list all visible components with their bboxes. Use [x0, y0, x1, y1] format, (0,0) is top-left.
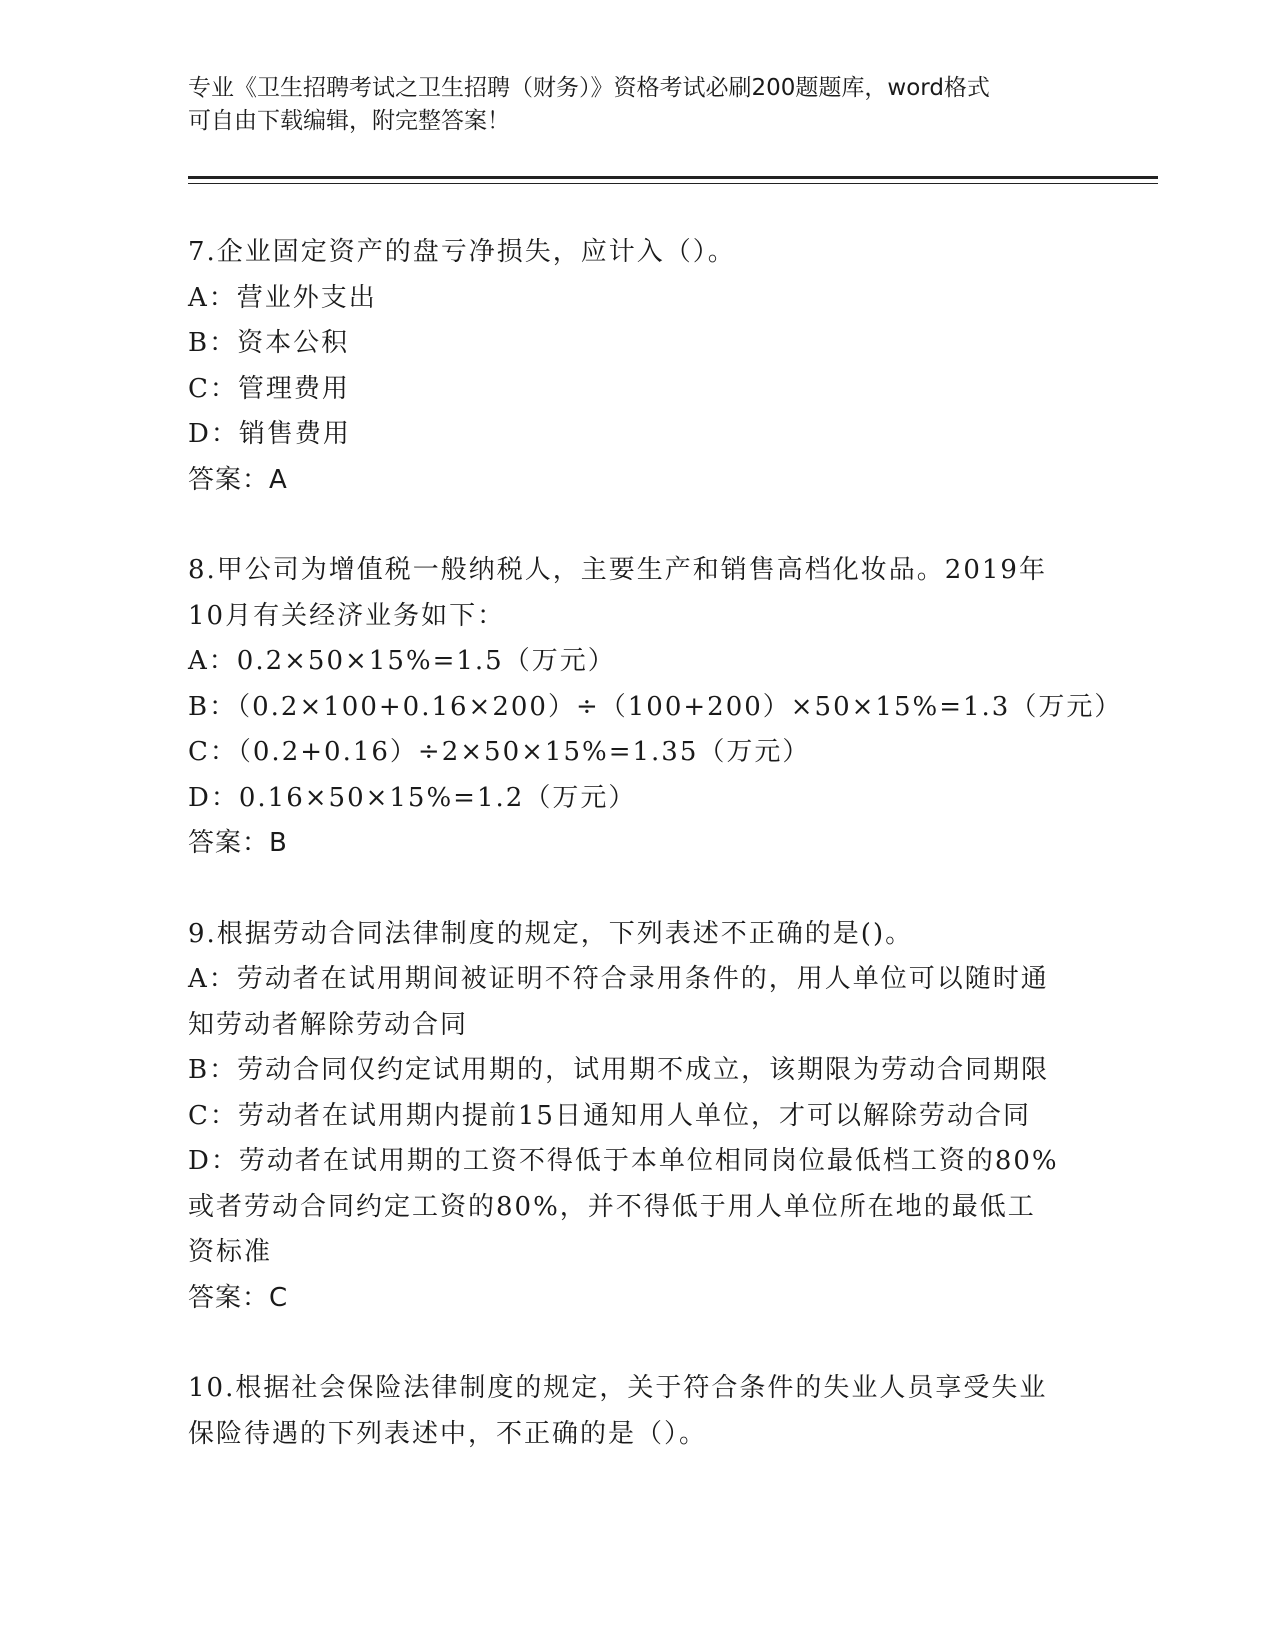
question-stem: 10.根据社会保险法律制度的规定，关于符合条件的失业人员享受失业 — [188, 1373, 1048, 1403]
question-stem: 9.根据劳动合同法律制度的规定，下列表述不正确的是()。 — [188, 918, 914, 949]
question-7 — [188, 230, 1088, 503]
option-d-continued: 资标准 — [188, 1237, 273, 1267]
header-divider-thick — [188, 176, 1158, 179]
question-stem: 8.甲公司为增值税一般纳税人，主要生产和销售高档化妆品。2019年 — [188, 555, 1047, 585]
header-divider-thin — [188, 183, 1158, 184]
option-b: B：资本公积 — [188, 328, 350, 358]
header-line-2: 可自由下载编辑，附完整答案！ — [188, 108, 510, 134]
question-9 — [188, 912, 1088, 1322]
answer-label: 答案：A — [188, 464, 288, 495]
option-b: B：（0.2×100+0.16×200）÷（100+200）×50×15%=1.3（万元） — [188, 691, 1123, 722]
option-a: A：营业外支出 — [188, 282, 377, 313]
question-stem: 7.企业固定资产的盘亏净损失，应计入（）。 — [188, 237, 736, 267]
header-line-1: 专业《卫生招聘考试之卫生招聘（财务）》资格考试必刷200题题库，word格式 — [188, 75, 990, 101]
option-c: C：（0.2+0.16）÷2×50×15%=1.35（万元） — [188, 737, 811, 767]
question-stem-continued: 10月有关经济业务如下： — [188, 600, 506, 631]
option-c: C：管理费用 — [188, 373, 350, 404]
question-8 — [188, 548, 1123, 867]
answer-label: 答案：C — [188, 1282, 289, 1313]
question-10 — [188, 1366, 1088, 1457]
question-list — [188, 230, 1123, 1502]
option-d: D：0.16×50×15%=1.2（万元） — [188, 782, 637, 813]
question-stem-continued: 保险待遇的下列表述中，不正确的是（）。 — [188, 1418, 708, 1449]
option-a: A：劳动者在试用期间被证明不符合录用条件的，用人单位可以随时通 — [188, 964, 1049, 994]
option-a-continued: 知劳动者解除劳动合同 — [188, 1009, 469, 1040]
option-d: D：销售费用 — [188, 419, 351, 449]
option-a: A：0.2×50×15%=1.5（万元） — [188, 646, 616, 676]
option-c: C：劳动者在试用期内提前15日通知用人单位，才可以解除劳动合同 — [188, 1100, 1031, 1131]
document-header — [188, 72, 1088, 138]
option-d: D：劳动者在试用期的工资不得低于本单位相同岗位最低档工资的80% — [188, 1146, 1059, 1176]
option-b: B：劳动合同仅约定试用期的，试用期不成立，该期限为劳动合同期限 — [188, 1055, 1050, 1085]
answer-label: 答案：B — [188, 828, 288, 858]
option-d-continued: 或者劳动合同约定工资的80%，并不得低于用人单位所在地的最低工 — [188, 1191, 1036, 1222]
